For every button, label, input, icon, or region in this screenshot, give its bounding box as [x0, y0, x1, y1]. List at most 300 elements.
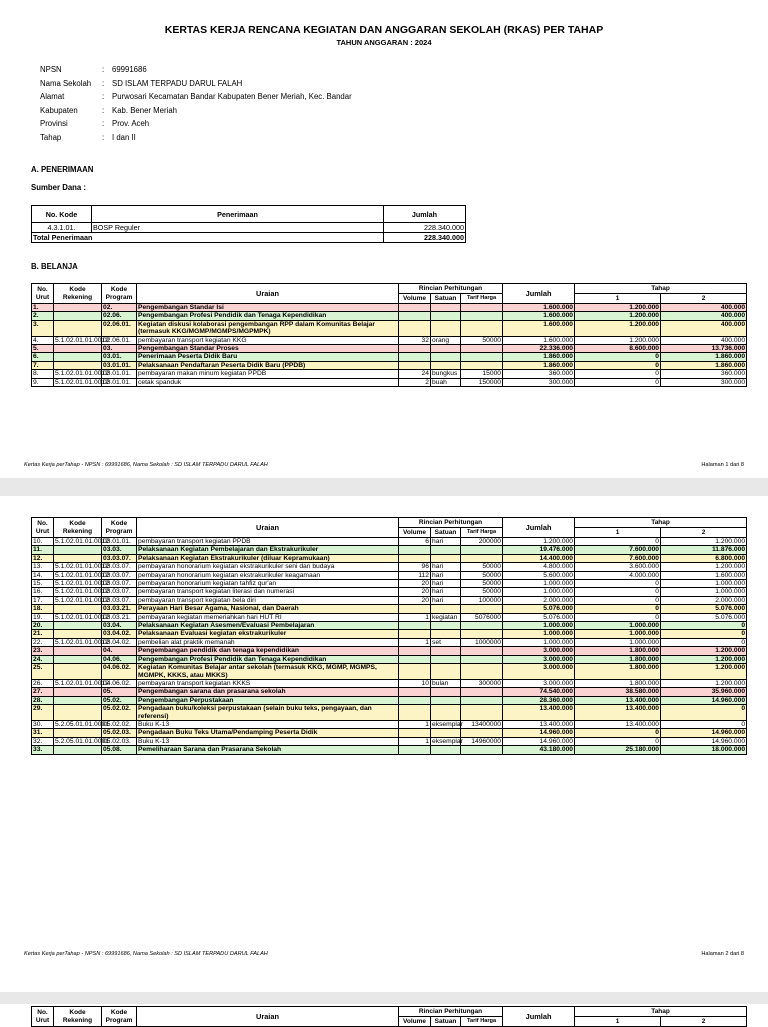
row-tahap-1: 1.200.000 — [575, 320, 661, 336]
row-tahap-1: 4.000.000 — [575, 571, 661, 579]
row-kode-program: 02.06.01. — [102, 320, 137, 336]
row-number: 29. — [32, 705, 54, 721]
page-1 — [0, 0, 768, 478]
row-tarif — [461, 729, 503, 737]
row-number: 27. — [32, 688, 54, 696]
row-satuan — [431, 312, 461, 320]
info-label: Tahap — [40, 132, 62, 142]
header-satuan: Satuan — [431, 294, 461, 304]
row-number: 23. — [32, 647, 54, 655]
row-number: 4. — [32, 336, 54, 344]
header-tahap: Tahap — [575, 284, 747, 294]
row-jumlah: 1.860.000 — [503, 361, 575, 369]
header-tarif: Tarif Harga — [461, 528, 503, 538]
row-uraian: pembelian alat praktik memanah — [137, 638, 399, 646]
info-separator: : — [102, 92, 105, 102]
info-separator: : — [102, 105, 105, 115]
row-jumlah: 2.000.000 — [503, 596, 575, 604]
row-tarif: 50000 — [461, 571, 503, 579]
row-kode-rekening: 5.2.05.01.01.0001 — [55, 737, 109, 745]
row-kode-program: 03.01.01. — [102, 378, 137, 386]
row-tahap-2: 6.800.000 — [661, 554, 747, 562]
section-penerimaan-title: A. PENERIMAAN — [31, 165, 94, 174]
row-volume — [399, 688, 431, 696]
row-satuan — [431, 605, 461, 613]
row-tahap-1: 0 — [575, 596, 661, 604]
row-number: 6. — [32, 353, 54, 361]
row-kode-rekening: 5.1.02.01.01.0012 — [55, 563, 109, 571]
row-satuan: hari — [431, 596, 461, 604]
row-number: 24. — [32, 655, 54, 663]
header-satuan: Satuan — [431, 1017, 461, 1027]
row-uraian: Pengadaan Buku Teks Utama/Pendamping Peserta Didik — [137, 729, 399, 737]
row-jumlah: 5.600.000 — [503, 571, 575, 579]
row-satuan — [431, 353, 461, 361]
row-tahap-1: 13.400.000 — [575, 720, 661, 728]
row-tarif — [461, 605, 503, 613]
row-satuan: hari — [431, 580, 461, 588]
row-tarif: 50000 — [461, 563, 503, 571]
row-kode-program: 03.03.07. — [102, 580, 137, 588]
row-kode-program: 03.01. — [102, 353, 137, 361]
row-jumlah: 3.000.000 — [503, 664, 575, 680]
row-kode-rekening: 5.2.05.01.01.0001 — [55, 720, 109, 728]
row-volume — [399, 605, 431, 613]
row-tarif — [461, 688, 503, 696]
row-tahap-2: 18.000.000 — [661, 746, 747, 754]
info-label: Nama Sekolah — [40, 78, 92, 88]
row-jumlah: 1.200.000 — [503, 538, 575, 546]
row-volume — [399, 361, 431, 369]
row-uraian: Pelaksanaan Kegiatan Pembelajaran dan Ekstrakurikuler — [137, 546, 399, 554]
row-uraian: pembayaran honorarium kegiatan ekstrakurikuler keagamaan — [137, 571, 399, 579]
row-tahap-2: 1.200.000 — [661, 563, 747, 571]
budget-row — [32, 554, 747, 562]
row-kode-program: 03.03.07. — [102, 554, 137, 562]
row-number: 18. — [32, 605, 54, 613]
row-jumlah: 360.000 — [503, 370, 575, 378]
row-volume: 20 — [399, 580, 431, 588]
row-kode-rekening — [54, 647, 102, 655]
row-kode-rekening: 5.1.02.01.01.0012 — [55, 378, 109, 386]
row-tahap-1: 0 — [575, 605, 661, 613]
row-volume — [399, 304, 431, 312]
budget-row — [32, 737, 747, 745]
page-footer-left: Kertas Kerja perTahap - NPSN : 69991686, Nama Sekolah : SD ISLAM TERPADU DARUL FALAH — [24, 951, 268, 957]
row-tarif: 50000 — [461, 580, 503, 588]
row-satuan — [431, 320, 461, 336]
row-number: 10. — [32, 538, 54, 546]
row-kode-program: 03. — [102, 345, 137, 353]
row-kode-program: 03.04. — [102, 622, 137, 630]
row-uraian: pembayaran transport kegiatan KKG — [137, 336, 399, 344]
budget-row — [32, 571, 747, 579]
row-kode-rekening — [54, 630, 102, 638]
row-volume — [399, 312, 431, 320]
row-volume: 10 — [399, 679, 431, 687]
row-tahap-2: 0 — [661, 705, 747, 721]
budget-row — [32, 746, 747, 754]
row-jumlah: 1.600.000 — [503, 312, 575, 320]
row-jumlah: 22.336.000 — [503, 345, 575, 353]
row-kode-rekening: 5.1.02.01.01.0012 — [55, 596, 109, 604]
row-jumlah: 14.960.000 — [503, 737, 575, 745]
row-number: 1. — [32, 304, 54, 312]
budget-row — [32, 563, 747, 571]
row-number: 28. — [32, 696, 54, 704]
row-jumlah: 1.000.000 — [503, 630, 575, 638]
row-kode-program: 05.02. — [102, 696, 137, 704]
budget-row — [32, 720, 747, 728]
row-volume: 1 — [399, 720, 431, 728]
row-tahap-1: 3.600.000 — [575, 563, 661, 571]
revenue-header-penerimaan: Penerimaan — [92, 206, 384, 223]
row-number: 16. — [32, 588, 54, 596]
header-no: No. Urut — [32, 284, 54, 304]
row-uraian: Penerimaan Peserta Didik Baru — [137, 353, 399, 361]
header-tarif: Tarif Harga — [461, 1017, 503, 1027]
row-satuan — [431, 647, 461, 655]
row-number: 30. — [32, 720, 54, 728]
row-kode-rekening — [54, 304, 102, 312]
row-uraian: Pelaksanaan Evaluasi kegiatan ekstrakurikuler — [137, 630, 399, 638]
row-volume: 32 — [399, 336, 431, 344]
budget-row — [32, 688, 747, 696]
row-number: 15. — [32, 580, 54, 588]
row-tahap-2: 400.000 — [661, 320, 747, 336]
row-tahap-2: 1.000.000 — [661, 580, 747, 588]
page-2 — [0, 496, 768, 992]
row-tahap-1: 0 — [575, 737, 661, 745]
row-tarif — [461, 664, 503, 680]
row-satuan — [431, 554, 461, 562]
row-tahap-2: 1.860.000 — [661, 353, 747, 361]
row-tarif: 300000 — [461, 679, 503, 687]
row-number: 9. — [32, 378, 54, 386]
row-kode-rekening — [54, 664, 102, 680]
row-tahap-2: 1.200.000 — [661, 664, 747, 680]
row-satuan: hari — [431, 538, 461, 546]
row-kode-program: 02.06. — [102, 312, 137, 320]
row-kode-rekening: 5.1.02.01.01.0012 — [55, 613, 109, 621]
row-number: 11. — [32, 546, 54, 554]
header-tahap: Tahap — [575, 518, 747, 528]
row-uraian: pembayaran transport kegiatan literasi dan numerasi — [137, 588, 399, 596]
row-satuan — [431, 655, 461, 663]
row-kode-program: 05.02.02. — [102, 705, 137, 721]
row-uraian: pembayaran transport kegiatan PPDB — [137, 538, 399, 546]
row-tarif — [461, 622, 503, 630]
row-tahap-1: 0 — [575, 370, 661, 378]
row-number: 3. — [32, 320, 54, 336]
row-tahap-1: 13.400.000 — [575, 705, 661, 721]
row-uraian: Pelaksanaan Pendaftaran Peserta Didik Baru (PPDB) — [137, 361, 399, 369]
row-kode-program: 05.08. — [102, 746, 137, 754]
budget-row — [32, 304, 747, 312]
row-tarif — [461, 630, 503, 638]
row-kode-rekening: 5.1.02.01.01.0012 — [55, 336, 109, 344]
row-jumlah: 3.000.000 — [503, 679, 575, 687]
row-tahap-1: 0 — [575, 613, 661, 621]
row-satuan — [431, 304, 461, 312]
row-volume — [399, 630, 431, 638]
row-uraian: Pengembangan sarana dan prasarana sekolah — [137, 688, 399, 696]
row-satuan — [431, 729, 461, 737]
row-jumlah: 1.600.000 — [503, 320, 575, 336]
row-tahap-1: 0 — [575, 361, 661, 369]
revenue-header-kode: No. Kode — [32, 206, 92, 223]
row-tahap-1: 1.800.000 — [575, 647, 661, 655]
row-kode-rekening — [54, 320, 102, 336]
row-volume — [399, 647, 431, 655]
info-label: Kabupaten — [40, 105, 78, 115]
row-volume — [399, 705, 431, 721]
row-tahap-1: 0 — [575, 729, 661, 737]
row-kode-rekening — [54, 746, 102, 754]
row-tarif — [461, 345, 503, 353]
row-kode-rekening: 5.1.02.01.01.0012 — [55, 638, 109, 646]
header-rincian: Rincian Perhitungan — [399, 518, 503, 528]
row-kode-program: 05.02.02. — [102, 720, 137, 728]
budget-row — [32, 705, 747, 721]
revenue-kode: 4.3.1.01. — [32, 223, 92, 233]
row-kode-rekening — [54, 688, 102, 696]
header-t2: 2 — [661, 1017, 747, 1027]
row-satuan: kegiatan — [431, 613, 461, 621]
row-number: 12. — [32, 554, 54, 562]
row-tahap-1: 1.000.000 — [575, 638, 661, 646]
row-number: 2. — [32, 312, 54, 320]
header-no: No. Urut — [32, 1007, 54, 1027]
budget-table-page-1 — [31, 283, 747, 387]
row-number: 8. — [32, 370, 54, 378]
row-kode-program: 02. — [102, 304, 137, 312]
row-tahap-2: 5.076.000 — [661, 613, 747, 621]
header-t1: 1 — [575, 528, 661, 538]
row-tahap-1: 0 — [575, 580, 661, 588]
budget-row — [32, 664, 747, 680]
row-tahap-2: 5.076.000 — [661, 605, 747, 613]
row-volume: 1 — [399, 737, 431, 745]
row-satuan — [431, 705, 461, 721]
budget-row — [32, 596, 747, 604]
budget-row — [32, 312, 747, 320]
row-kode-program: 03.01.01. — [102, 361, 137, 369]
budget-row — [32, 361, 747, 369]
budget-row — [32, 538, 747, 546]
row-number: 32. — [32, 737, 54, 745]
row-uraian: Pengembangan Standar Proses — [137, 345, 399, 353]
row-tahap-2: 0 — [661, 720, 747, 728]
budget-row — [32, 336, 747, 344]
row-satuan: eksemplar — [432, 720, 463, 728]
row-uraian: pembayaran kegiatan memeriahkan hari HUT RI — [137, 613, 399, 621]
row-uraian: pembayaran transport kegiatan bela diri — [137, 596, 399, 604]
row-tahap-1: 1.800.000 — [575, 664, 661, 680]
header-kode_prog: Kode Program — [102, 1007, 137, 1027]
row-satuan: hari — [431, 588, 461, 596]
row-volume: 20 — [399, 596, 431, 604]
row-jumlah: 28.360.000 — [503, 696, 575, 704]
info-value: I dan II — [112, 132, 136, 142]
row-tahap-2: 1.000.000 — [661, 588, 747, 596]
row-jumlah: 1.000.000 — [503, 580, 575, 588]
row-volume — [399, 554, 431, 562]
row-number: 7. — [32, 361, 54, 369]
header-volume: Volume — [399, 1017, 431, 1027]
row-satuan — [431, 630, 461, 638]
row-tarif — [461, 304, 503, 312]
budget-row — [32, 613, 747, 621]
row-satuan — [431, 361, 461, 369]
row-volume: 96 — [399, 563, 431, 571]
row-tarif: 200000 — [461, 538, 503, 546]
header-tarif: Tarif Harga — [461, 294, 503, 304]
page-footer-left: Kertas Kerja perTahap - NPSN : 69991686, Nama Sekolah : SD ISLAM TERPADU DARUL FALAH — [24, 462, 268, 468]
row-kode-rekening: 5.1.02.01.01.0012 — [55, 588, 109, 596]
info-row — [40, 90, 352, 104]
budget-row — [32, 729, 747, 737]
row-satuan: hari — [431, 563, 461, 571]
header-jumlah: Jumlah — [503, 518, 575, 538]
row-kode-program: 03.04.02. — [102, 638, 137, 646]
row-kode-program: 03.03.07. — [102, 588, 137, 596]
row-tahap-1: 7.600.000 — [575, 546, 661, 554]
row-satuan — [431, 688, 461, 696]
row-jumlah: 1.000.000 — [503, 638, 575, 646]
info-value: Purwosari Kecamatan Bandar Kabupaten Bener Meriah, Kec. Bandar — [112, 92, 352, 102]
row-kode-program: 03.03.07. — [102, 571, 137, 579]
row-tarif: 100000 — [461, 596, 503, 604]
row-number: 19. — [32, 613, 54, 621]
budget-row — [32, 378, 747, 386]
revenue-total-label: Total Penerimaan — [32, 233, 384, 243]
row-jumlah: 5.076.000 — [503, 613, 575, 621]
header-rincian: Rincian Perhitungan — [399, 284, 503, 294]
row-satuan: buah — [431, 378, 461, 386]
row-tahap-1: 1.000.000 — [575, 622, 661, 630]
row-uraian: Kegiatan Komunitas Belajar antar sekolah (termasuk KKG, MGMP, MGMPS, MGMPK, KKKS, atau MKKS) — [137, 664, 399, 680]
row-tahap-2: 1.600.000 — [661, 571, 747, 579]
info-value: Prov. Aceh — [112, 119, 150, 129]
row-volume — [399, 353, 431, 361]
budget-row — [32, 679, 747, 687]
row-kode-program: 03.04.02. — [102, 630, 137, 638]
header-rincian: Rincian Perhitungan — [399, 1007, 503, 1017]
row-uraian: Pemeliharaan Sarana dan Prasarana Sekolah — [137, 746, 399, 754]
page-footer-right: Halaman 2 dari 8 — [701, 951, 744, 957]
row-tarif — [461, 746, 503, 754]
row-jumlah: 3.000.000 — [503, 647, 575, 655]
row-tahap-2: 11.876.000 — [661, 546, 747, 554]
info-value: SD ISLAM TERPADU DARUL FALAH — [112, 78, 243, 88]
header-jumlah: Jumlah — [503, 284, 575, 304]
info-label: NPSN — [40, 65, 62, 74]
row-number: 14. — [32, 571, 54, 579]
row-number: 21. — [32, 630, 54, 638]
row-tahap-2: 14.960.000 — [661, 729, 747, 737]
info-label: Provinsi — [40, 119, 68, 129]
budget-row — [32, 655, 747, 663]
budget-row — [32, 638, 747, 646]
info-row — [40, 131, 352, 145]
row-satuan — [431, 622, 461, 630]
row-tahap-2: 1.200.000 — [661, 655, 747, 663]
row-jumlah: 14.400.000 — [503, 554, 575, 562]
row-uraian: Pengembangan Profesi Pendidik dan Tenaga Kependidikan — [137, 312, 399, 320]
header-t2: 2 — [661, 528, 747, 538]
row-kode-program: 03.03.07. — [102, 596, 137, 604]
row-satuan — [431, 746, 461, 754]
revenue-table — [31, 205, 466, 243]
row-tarif: 5076000 — [461, 613, 503, 621]
header-t1: 1 — [575, 294, 661, 304]
row-jumlah: 1.860.000 — [503, 353, 575, 361]
row-volume: 2 — [399, 378, 431, 386]
header-kode_rek: Kode Rekening — [54, 518, 102, 538]
row-satuan: eksemplar — [432, 737, 463, 745]
row-jumlah: 43.180.000 — [503, 746, 575, 754]
row-tahap-1: 7.600.000 — [575, 554, 661, 562]
document-subtitle: TAHUN ANGGARAN : 2024 — [336, 38, 432, 47]
header-volume: Volume — [399, 528, 431, 538]
budget-row — [32, 580, 747, 588]
row-kode-rekening — [54, 605, 102, 613]
row-tahap-2: 400.000 — [661, 336, 747, 344]
row-jumlah: 74.540.000 — [503, 688, 575, 696]
budget-row — [32, 353, 747, 361]
page-3 — [0, 1004, 768, 1024]
row-volume — [399, 696, 431, 704]
row-tahap-1: 1.200.000 — [575, 312, 661, 320]
row-uraian: pembayaran transport kegiatan KKKS — [137, 679, 399, 687]
revenue-jumlah: 228.340.000 — [384, 223, 466, 233]
header-kode_rek: Kode Rekening — [54, 1007, 102, 1027]
row-volume: 1 — [399, 638, 431, 646]
row-tahap-2: 360.000 — [661, 370, 747, 378]
row-tahap-2: 14.960.000 — [661, 696, 747, 704]
row-number: 17. — [32, 596, 54, 604]
row-tahap-2: 1.200.000 — [661, 647, 747, 655]
header-tahap: Tahap — [575, 1007, 747, 1017]
sumber-dana-label: Sumber Dana : — [31, 183, 87, 192]
info-value: 69991686 — [112, 65, 147, 74]
row-tarif — [461, 353, 503, 361]
row-tahap-2: 0 — [661, 630, 747, 638]
row-uraian: cetak spanduk — [137, 378, 399, 386]
budget-header-row — [32, 1007, 747, 1017]
row-uraian: pembayaran honorarium kegiatan tahfiz qur'an — [137, 580, 399, 588]
row-kode-rekening — [54, 696, 102, 704]
info-separator: : — [102, 65, 105, 74]
row-tarif: 14960000 — [461, 737, 503, 745]
row-tarif: 50000 — [461, 588, 503, 596]
header-satuan: Satuan — [431, 528, 461, 538]
row-uraian: Pengembangan Perpustakaan — [137, 696, 399, 704]
budget-row — [32, 622, 747, 630]
revenue-total-row — [32, 233, 466, 243]
row-kode-rekening — [54, 345, 102, 353]
row-tahap-1: 1.200.000 — [575, 336, 661, 344]
row-tahap-1: 0 — [575, 588, 661, 596]
budget-row — [32, 696, 747, 704]
row-number: 20. — [32, 622, 54, 630]
row-tarif — [461, 361, 503, 369]
row-tarif — [461, 655, 503, 663]
row-kode-rekening — [54, 729, 102, 737]
revenue-header-jumlah: Jumlah — [384, 206, 466, 223]
row-tarif: 1000000 — [461, 638, 503, 646]
